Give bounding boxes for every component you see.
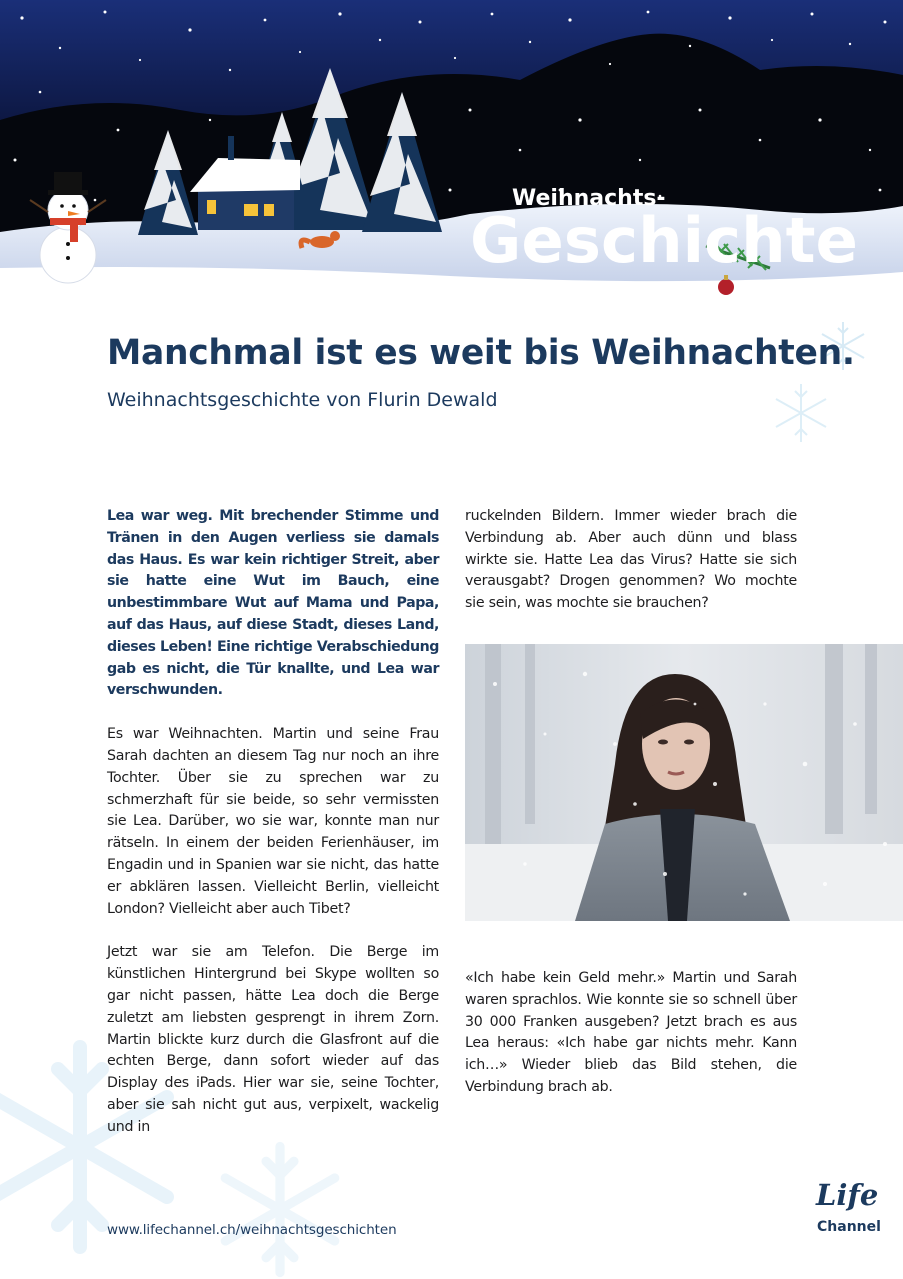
article-subtitle: Weihnachtsgeschichte von Flurin Dewald	[107, 389, 498, 411]
story-photo	[465, 644, 903, 921]
woman-in-snow-image	[465, 644, 903, 921]
right-column-top	[465, 506, 797, 615]
body-paragraph: «Ich habe kein Geld mehr.» Martin und Sarah waren sprachlos. Wie konnte sie so schnell über 30 000 Franken ausgeben? Jetzt brach es aus Lea heraus: «Ich habe gar nichts mehr. Kann ich…» Wieder blieb das Bild stehen, die Verbindung brach ab.	[465, 970, 797, 1095]
header-headline: Geschichte	[470, 204, 858, 277]
logo-channel: Channel	[817, 1219, 881, 1235]
logo-life: Life	[816, 1178, 879, 1212]
right-column-bottom	[465, 968, 797, 1099]
winter-night-illustration	[0, 0, 903, 300]
snowflake-icon	[768, 380, 834, 446]
header-banner	[0, 0, 903, 300]
article-title: Manchmal ist es weit bis Weihnachten.	[107, 333, 855, 373]
left-column	[107, 506, 439, 1139]
lead-paragraph: Lea war weg. Mit brechender Stimme und Tränen in den Augen verliess sie damals das Haus. Es war kein richtiger Streit, aber sie hatte eine Wut im Bauch, eine unbestimmbare Wut auf Mama und Papa, auf das Haus, auf diese Stadt, dieses Land, dieses Leben! Eine richtige Verabschiedung gab es nicht, die Tür knallte, und Lea war verschwunden.	[107, 508, 439, 699]
body-paragraph: Jetzt war sie am Telefon. Die Berge im künstlichen Hintergrund bei Skype wollten so gar nicht passen, hätte Lea doch die Berge zuletzt am liebsten gesprengt in ihrem Zorn. Martin blickte kurz durch die Glasfront auf die echten Berge, dann sofort wieder auf das Display des iPads. Hier war sie, seine Tochter, aber sie sah nicht gut aus, verpixelt, wackelig und in	[107, 944, 439, 1135]
body-paragraph: ruckelnden Bildern. Immer wieder brach die Verbindung ab. Aber auch dünn und blass wirkte sie. Hatte Lea das Virus? Hatte sie sich verausgabt? Drogen genommen? Wo mochte sie sein, was mochte sie brauchen?	[465, 508, 797, 612]
body-paragraph: Es war Weihnachten. Martin und seine Frau Sarah dachten an diesem Tag nur noch an ihre Tochter. Über sie zu sprechen war zu schmerzhaft für sie beide, so sehr vermissten sie Lea. Darüber, wo sie war, konnte man nur rätseln. In einem der beiden Ferienhäuser, im Engadin und in Spanien war sie nicht, das hatte er abklären lassen. Vielleicht Berlin, vielleicht London? Vielleicht aber auch Tibet?	[107, 726, 439, 917]
footer-url-link[interactable]: www.lifechannel.ch/weihnachtsgeschichten	[107, 1222, 397, 1238]
snowflake-icon	[205, 1140, 355, 1279]
header-kicker: Weihnachts-	[512, 186, 666, 211]
life-channel-logo	[812, 1178, 882, 1240]
